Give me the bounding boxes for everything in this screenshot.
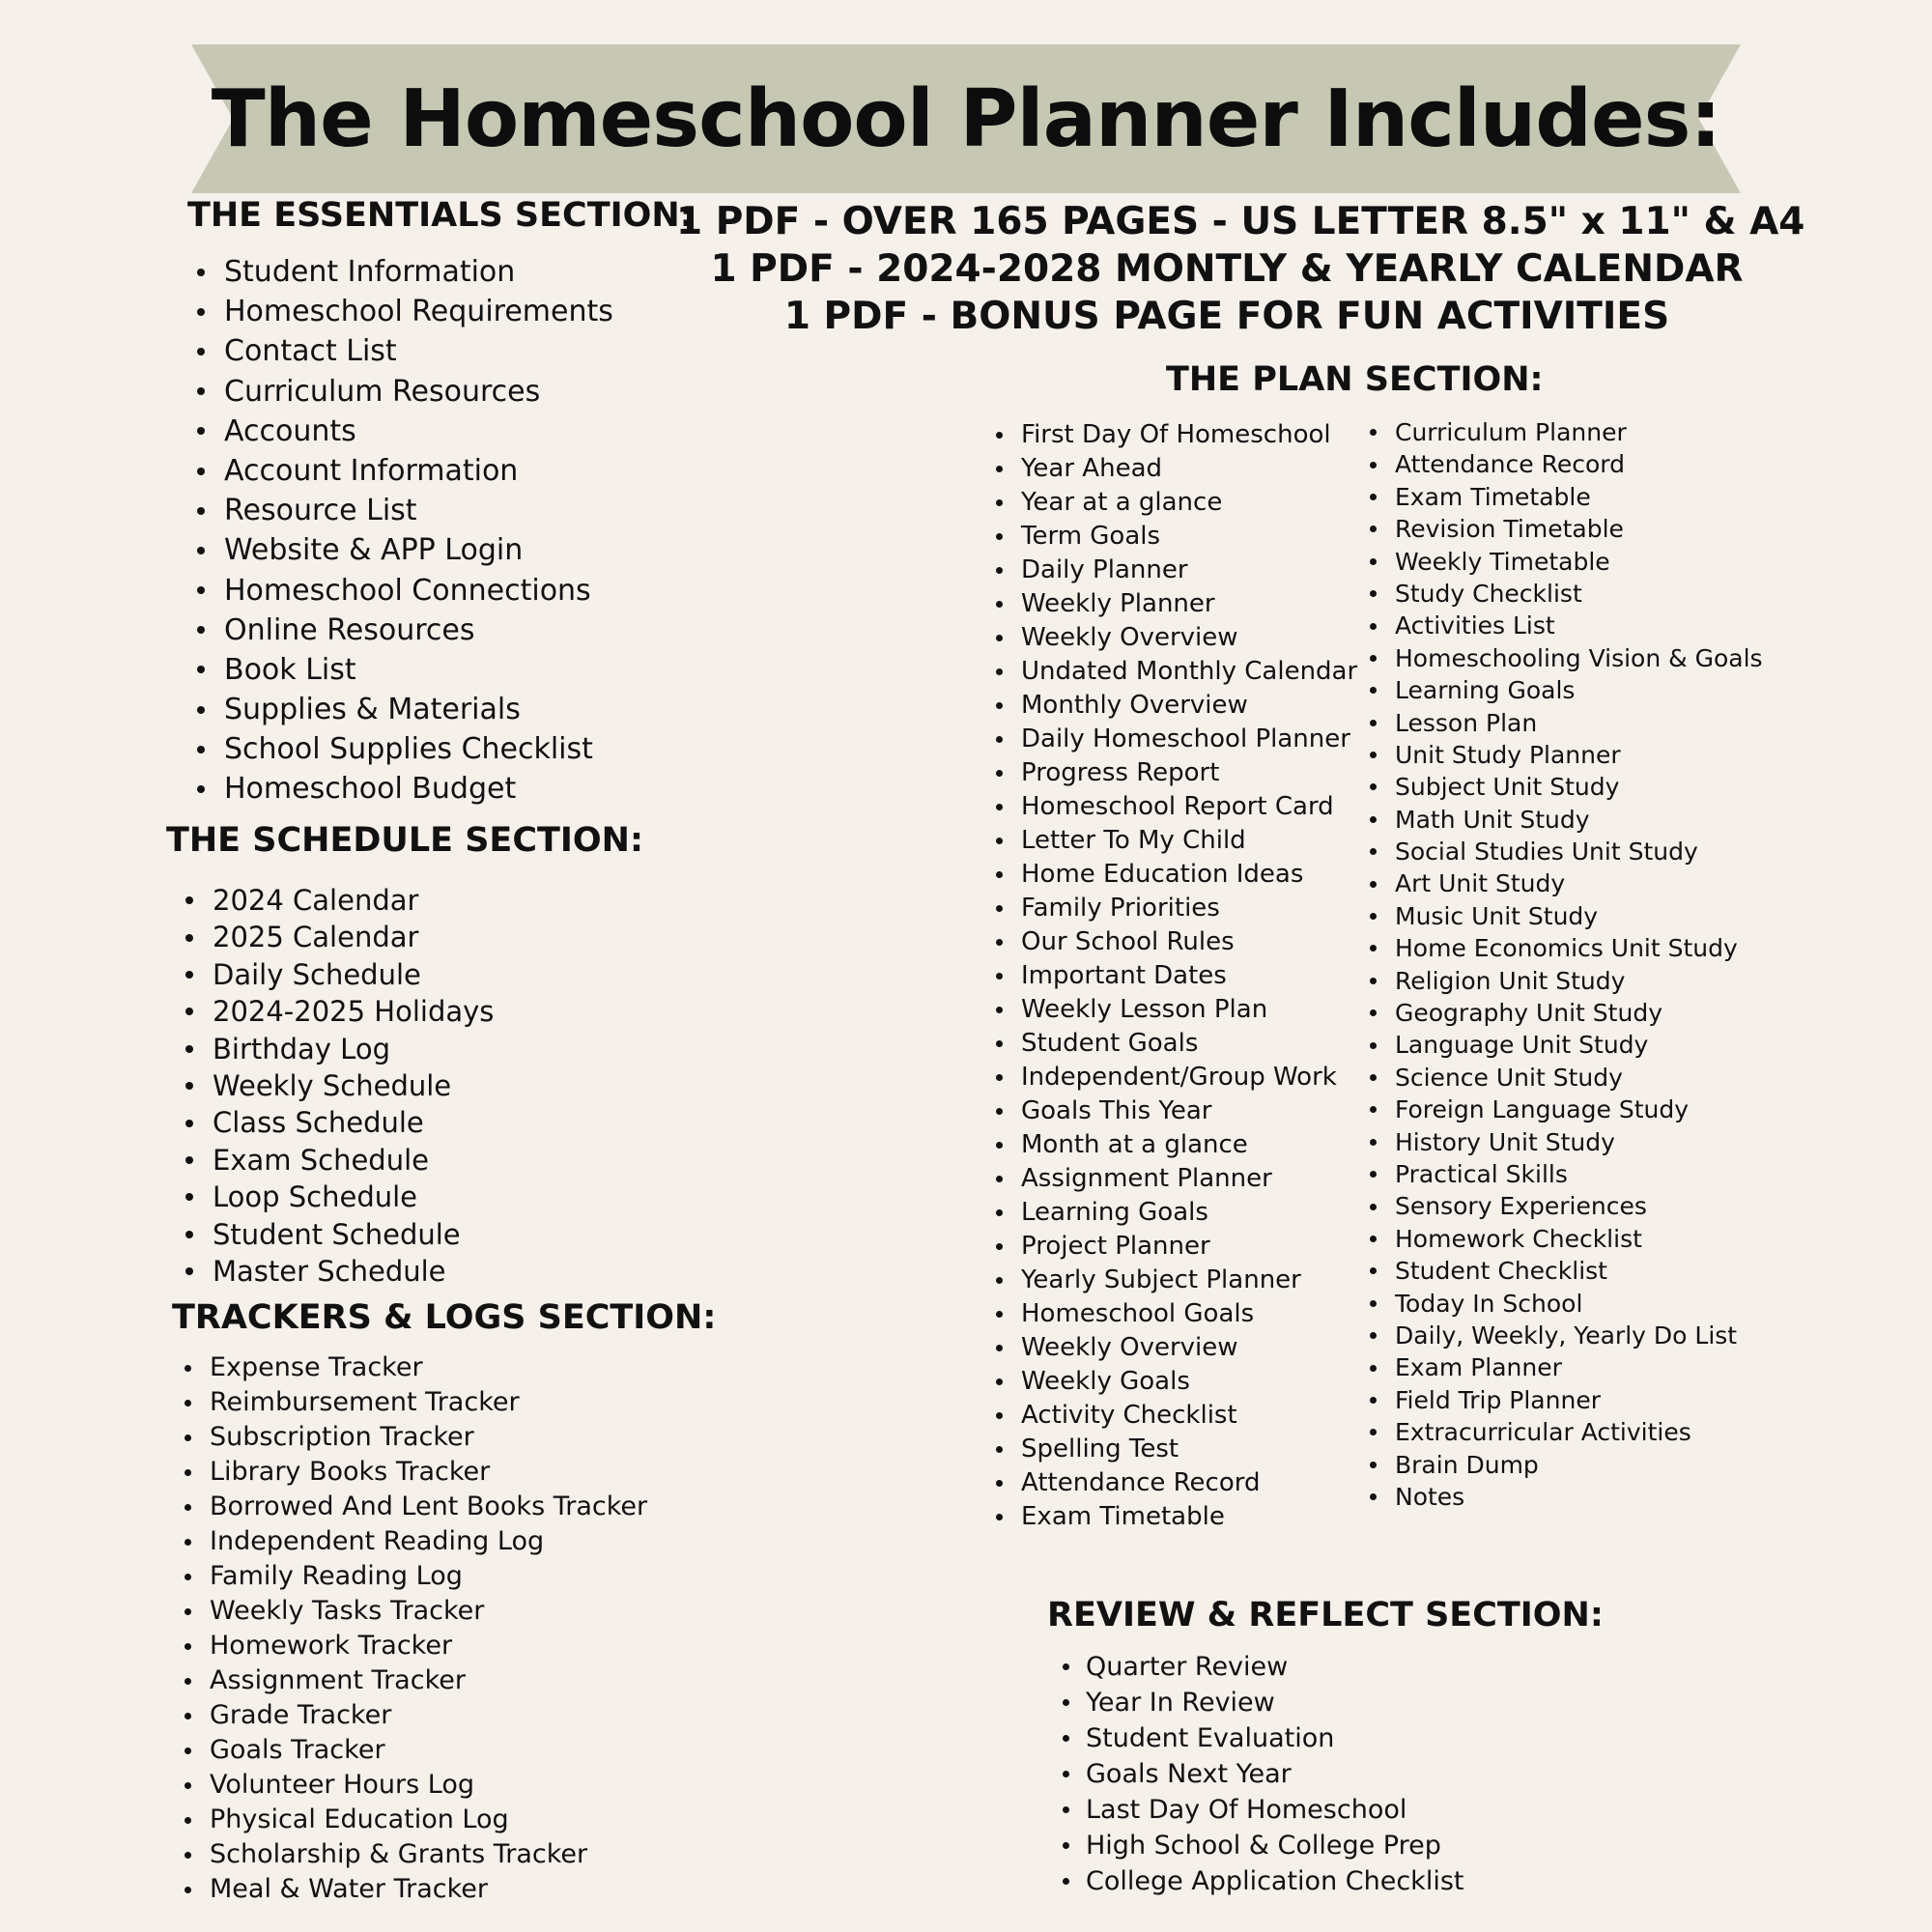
list-item: Revision Timetable (1395, 513, 1763, 545)
list-item: Volunteer Hours Log (210, 1768, 647, 1803)
list-item: History Unit Study (1395, 1126, 1763, 1158)
list-item: Project Planner (1021, 1230, 1357, 1264)
list-item: Study Checklist (1395, 578, 1763, 610)
list-item: Online Resources (224, 611, 613, 650)
list-item: Art Unit Study (1395, 867, 1763, 899)
list-item: College Application Checklist (1086, 1863, 1463, 1899)
list-item: Homework Tracker (210, 1629, 647, 1663)
essentials-list (224, 252, 613, 810)
list-item: Birthday Log (213, 1031, 494, 1067)
list-item: Goals Next Year (1086, 1756, 1463, 1792)
list-item: Loop Schedule (213, 1179, 494, 1215)
list-item: Expense Tracker (210, 1350, 647, 1385)
list-item: Weekly Schedule (213, 1067, 494, 1104)
essentials-heading: THE ESSENTIALS SECTION: (187, 196, 694, 235)
list-item: 2025 Calendar (213, 919, 494, 955)
schedule-list (213, 882, 494, 1290)
list-item: Brain Dump (1395, 1449, 1763, 1481)
schedule-heading: THE SCHEDULE SECTION: (166, 821, 643, 860)
list-item: Attendance Record (1395, 448, 1763, 480)
review-heading: REVIEW & REFLECT SECTION: (1047, 1596, 1604, 1634)
list-item: Curriculum Resources (224, 372, 613, 412)
list-item: Student Schedule (213, 1216, 494, 1253)
plan-list-column-1 (1021, 418, 1357, 1534)
list-item: Exam Timetable (1395, 481, 1763, 513)
list-item: Weekly Timetable (1395, 546, 1763, 578)
list-item: High School & College Prep (1086, 1828, 1463, 1863)
list-item: Practical Skills (1395, 1158, 1763, 1190)
list-item: Important Dates (1021, 959, 1357, 993)
list-item: Last Day Of Homeschool (1086, 1792, 1463, 1828)
list-item: Website & APP Login (224, 530, 613, 570)
list-item: Subject Unit Study (1395, 771, 1763, 803)
trackers-list (210, 1350, 647, 1907)
list-item: Exam Timetable (1021, 1500, 1357, 1534)
list-item: Weekly Overview (1021, 1331, 1357, 1365)
list-item: Sensory Experiences (1395, 1190, 1763, 1222)
list-item: Supplies & Materials (224, 690, 613, 729)
list-item: Assignment Planner (1021, 1162, 1357, 1196)
list-item: Extracurricular Activities (1395, 1416, 1763, 1448)
list-item: Book List (224, 650, 613, 690)
list-item: Weekly Tasks Tracker (210, 1594, 647, 1629)
list-item: Weekly Lesson Plan (1021, 993, 1357, 1027)
page-title: The Homeschool Planner Includes: (211, 72, 1721, 165)
list-item: Geography Unit Study (1395, 997, 1763, 1029)
list-item: Assignment Tracker (210, 1663, 647, 1698)
list-item: Year Ahead (1021, 452, 1357, 486)
list-item: Math Unit Study (1395, 804, 1763, 836)
list-item: Today In School (1395, 1288, 1763, 1320)
list-item: Field Trip Planner (1395, 1384, 1763, 1416)
list-item: Activities List (1395, 610, 1763, 641)
list-item: Quarter Review (1086, 1649, 1463, 1685)
list-item: Master Schedule (213, 1253, 494, 1290)
list-item: Goals This Year (1021, 1094, 1357, 1128)
list-item: Music Unit Study (1395, 900, 1763, 932)
list-item: Homeschool Connections (224, 571, 613, 611)
list-item: Activity Checklist (1021, 1399, 1357, 1433)
list-item: Family Priorities (1021, 892, 1357, 925)
list-item: Notes (1395, 1481, 1763, 1513)
list-item: Learning Goals (1395, 674, 1763, 706)
list-item: Weekly Overview (1021, 621, 1357, 655)
list-item: Family Reading Log (210, 1559, 647, 1594)
trackers-heading: TRACKERS & LOGS SECTION: (172, 1298, 717, 1337)
list-item: Account Information (224, 451, 613, 491)
list-item: Independent Reading Log (210, 1524, 647, 1559)
list-item: Home Education Ideas (1021, 858, 1357, 892)
list-item: Attendance Record (1021, 1466, 1357, 1500)
list-item: Monthly Overview (1021, 689, 1357, 723)
list-item: Student Checklist (1395, 1255, 1763, 1287)
list-item: Foreign Language Study (1395, 1094, 1763, 1125)
list-item: Social Studies Unit Study (1395, 836, 1763, 867)
list-item: Homeschool Requirements (224, 292, 613, 331)
list-item: Daily Planner (1021, 554, 1357, 587)
list-item: 2024 Calendar (213, 882, 494, 919)
pdf-line: 1 PDF - BONUS PAGE FOR FUN ACTIVITIES (783, 295, 1670, 338)
list-item: Independent/Group Work (1021, 1061, 1357, 1094)
list-item: First Day Of Homeschool (1021, 418, 1357, 452)
list-item: Accounts (224, 412, 613, 451)
list-item: School Supplies Checklist (224, 729, 613, 769)
list-item: Science Unit Study (1395, 1062, 1763, 1094)
list-item: Our School Rules (1021, 925, 1357, 959)
list-item: Language Unit Study (1395, 1029, 1763, 1061)
list-item: Religion Unit Study (1395, 965, 1763, 997)
plan-heading: THE PLAN SECTION: (1166, 360, 1544, 399)
list-item: Month at a glance (1021, 1128, 1357, 1162)
list-item: Exam Planner (1395, 1351, 1763, 1383)
list-item: Meal & Water Tracker (210, 1872, 647, 1907)
list-item: Class Schedule (213, 1104, 494, 1141)
list-item: Homeschool Budget (224, 769, 613, 809)
list-item: Letter To My Child (1021, 824, 1357, 858)
pdf-line: 1 PDF - 2024-2028 MONTLY & YEARLY CALENDAR (710, 247, 1744, 291)
list-item: Daily Schedule (213, 956, 494, 993)
list-item: Learning Goals (1021, 1196, 1357, 1230)
list-item: Progress Report (1021, 756, 1357, 790)
list-item: Term Goals (1021, 520, 1357, 554)
list-item: Weekly Goals (1021, 1365, 1357, 1399)
list-item: Resource List (224, 491, 613, 530)
list-item: Student Information (224, 252, 613, 292)
list-item: Reimbursement Tracker (210, 1385, 647, 1420)
list-item: Yearly Subject Planner (1021, 1264, 1357, 1297)
list-item: Library Books Tracker (210, 1455, 647, 1490)
list-item: Daily, Weekly, Yearly Do List (1395, 1320, 1763, 1351)
list-item: Undated Monthly Calendar (1021, 655, 1357, 689)
list-item: Year In Review (1086, 1685, 1463, 1720)
list-item: Homeschooling Vision & Goals (1395, 642, 1763, 674)
list-item: Spelling Test (1021, 1433, 1357, 1466)
plan-list-column-2 (1395, 416, 1763, 1513)
list-item: Contact List (224, 331, 613, 371)
list-item: Year at a glance (1021, 486, 1357, 520)
list-item: Homework Checklist (1395, 1223, 1763, 1255)
list-item: Curriculum Planner (1395, 416, 1763, 448)
list-item: Unit Study Planner (1395, 739, 1763, 771)
list-item: Student Goals (1021, 1027, 1357, 1061)
list-item: Grade Tracker (210, 1698, 647, 1733)
list-item: Scholarship & Grants Tracker (210, 1837, 647, 1872)
list-item: 2024-2025 Holidays (213, 993, 494, 1030)
list-item: Exam Schedule (213, 1142, 494, 1179)
list-item: Homeschool Report Card (1021, 790, 1357, 824)
list-item: Borrowed And Lent Books Tracker (210, 1490, 647, 1524)
list-item: Home Economics Unit Study (1395, 932, 1763, 964)
list-item: Student Evaluation (1086, 1720, 1463, 1756)
pdf-summary (676, 198, 1805, 340)
list-item: Lesson Plan (1395, 707, 1763, 739)
list-item: Physical Education Log (210, 1803, 647, 1837)
list-item: Subscription Tracker (210, 1420, 647, 1455)
list-item: Homeschool Goals (1021, 1297, 1357, 1331)
list-item: Goals Tracker (210, 1733, 647, 1768)
pdf-line: 1 PDF - OVER 165 PAGES - US LETTER 8.5" x 11" & A4 (676, 200, 1805, 243)
list-item: Weekly Planner (1021, 587, 1357, 621)
review-list (1086, 1649, 1463, 1899)
list-item: Daily Homeschool Planner (1021, 723, 1357, 756)
